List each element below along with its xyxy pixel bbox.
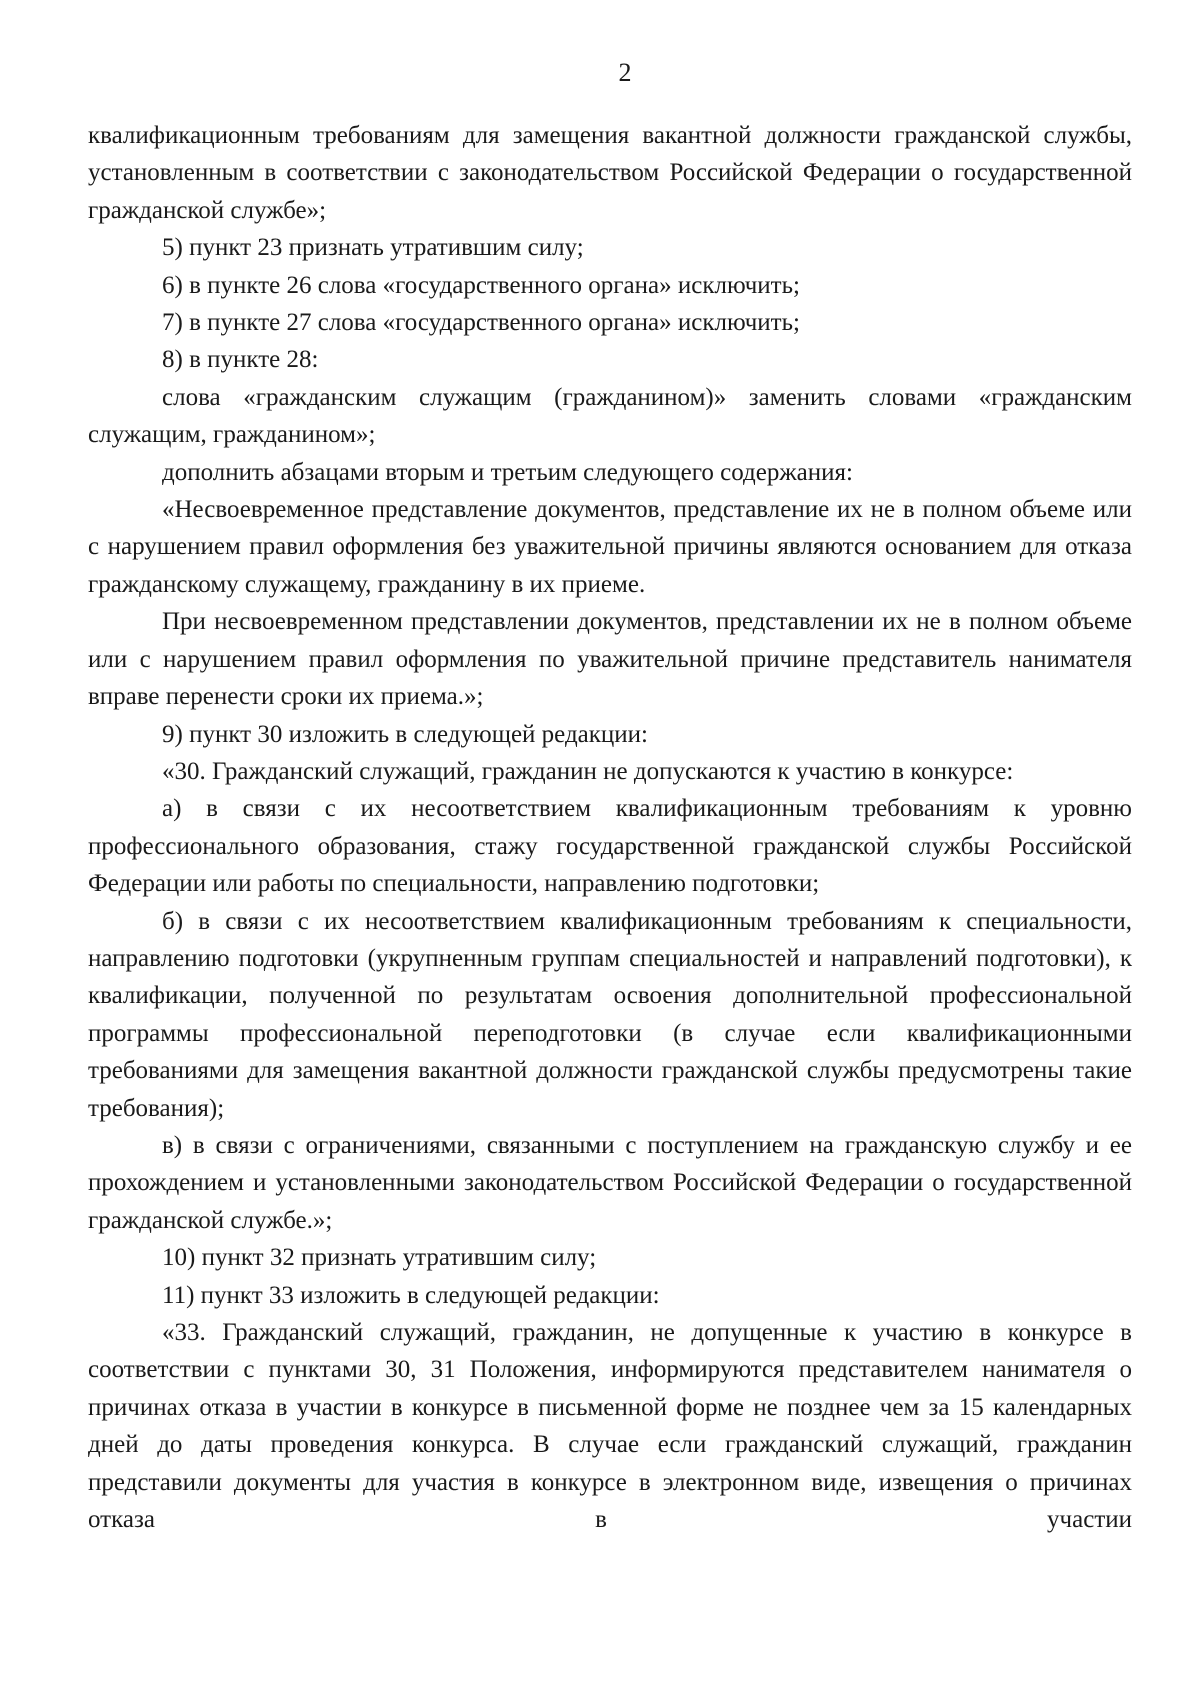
paragraph: 9) пункт 30 изложить в следующей редакции: bbox=[162, 720, 648, 748]
document-body bbox=[88, 117, 1132, 1538]
paragraph: б) в связи с их несоответствием квалификационным требованиям к специальности, направлению подготовки (укрупненным группам специальностей и направлений подготовки), к квалификации, полученной по результатам освоения дополнительной профессиональной программы профессиональной переподготовки (в случае если квалификационными требованиями для замещения вакантной должности гражданской службы предусмотрены такие требования); bbox=[88, 907, 1132, 1122]
paragraph: дополнить абзацами вторым и третьим следующего содержания: bbox=[162, 458, 853, 486]
paragraph: 5) пункт 23 признать утратившим силу; bbox=[162, 234, 584, 262]
paragraph: 6) в пункте 26 слова «государственного органа» исключить; bbox=[162, 271, 800, 299]
paragraph: «Несвоевременное представление документов, представление их не в полном объеме или с нарушением правил оформления без уважительной причины являются основанием для отказа гражданскому служащему, гражданину в их приеме. bbox=[88, 496, 1132, 598]
paragraph: «30. Гражданский служащий, гражданин не допускаются к участию в конкурсе: bbox=[162, 757, 1014, 785]
paragraph: слова «гражданским служащим (гражданином)» заменить словами «гражданским служащим, гражданином»; bbox=[88, 383, 1132, 449]
paragraph: а) в связи с их несоответствием квалификационным требованиям к уровню профессионального образования, стажу государственной гражданской службы Российской Федерации или работы по специальности, направлению подготовки; bbox=[88, 795, 1132, 898]
paragraph: «33. Гражданский служащий, гражданин, не допущенные к участию в конкурсе в соответствии с пунктами 30, 31 Положения, информируются представителем нанимателя о причинах отказа в участии в конкурсе в письменной форме не позднее чем за 15 календарных дней до даты проведения конкурса. В случае если гражданский служащий, гражданин представили документы для участия в конкурсе в электронном виде, извещения о причинах отказа в участии bbox=[88, 1319, 1132, 1534]
paragraph: При несвоевременном представлении документов, представлении их не в полном объеме или с нарушением правил оформления по уважительной причине представитель нанимателя вправе перенести сроки их приема.»; bbox=[88, 608, 1132, 711]
paragraph: квалификационным требованиям для замещения вакантной должности гражданской службы, установленным в соответствии с законодательством Российской Федерации о государственной гражданской службе»; bbox=[88, 122, 1132, 224]
paragraph: в) в связи с ограничениями, связанными с поступлением на гражданскую службу и ее прохождением и установленными законодательством Российской Федерации о государственной гражданской службе.»; bbox=[88, 1131, 1132, 1234]
page-number: 2 bbox=[618, 58, 632, 87]
paragraph: 11) пункт 33 изложить в следующей редакции: bbox=[162, 1281, 660, 1309]
paragraph: 8) в пункте 28: bbox=[162, 346, 319, 374]
paragraph: 7) в пункте 27 слова «государственного органа» исключить; bbox=[162, 309, 800, 337]
paragraph: 10) пункт 32 признать утратившим силу; bbox=[162, 1244, 597, 1272]
